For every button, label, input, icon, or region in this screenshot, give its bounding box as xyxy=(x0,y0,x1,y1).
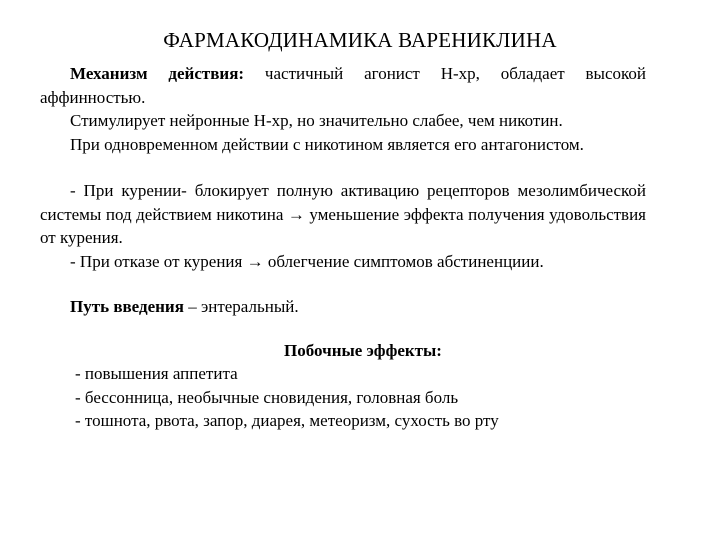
side-effects-heading: Побочные эффекты: xyxy=(284,340,442,360)
spacer xyxy=(40,156,646,179)
stimulates-paragraph: Стимулирует нейронные Н-хр, но значительно слабее, чем никотин. xyxy=(70,111,563,130)
antagonist-paragraph: При одновременном действии с никотином является его антагонистом. xyxy=(70,134,584,154)
spacer xyxy=(40,319,646,339)
route-label: Путь введения xyxy=(70,297,184,316)
spacer xyxy=(40,273,646,295)
side-effects-list xyxy=(40,362,646,433)
mechanism-label: Механизм действия: xyxy=(70,64,245,83)
side-effect-item: - повышения аппетита xyxy=(75,364,238,383)
quitting-paragraph: - При отказе от курения → облегчение симптомов абстиненциии. xyxy=(70,251,544,271)
smoking-paragraph: - При курении- блокирует полную активацию рецепторов мезолимбической системы под действием никотина → уменьшение эффекта получения удовольствия от курения. xyxy=(40,181,646,247)
slide-title: ФАРМАКОДИНАМИКА ВАРЕНИКЛИНА xyxy=(163,28,557,52)
mechanism-paragraph xyxy=(40,62,646,109)
route-paragraph xyxy=(40,295,646,319)
side-effect-item: - бессонница, необычные сновидения, головная боль xyxy=(75,387,459,407)
side-effect-item: - тошнота, рвота, запор, диарея, метеоризм, сухость во рту xyxy=(75,411,499,430)
slide-body xyxy=(40,62,646,433)
mechanism-text: частичный агонист Н-хр, обладает высокой аффинностью. xyxy=(40,64,646,107)
route-text: – энтеральный. xyxy=(183,297,299,316)
